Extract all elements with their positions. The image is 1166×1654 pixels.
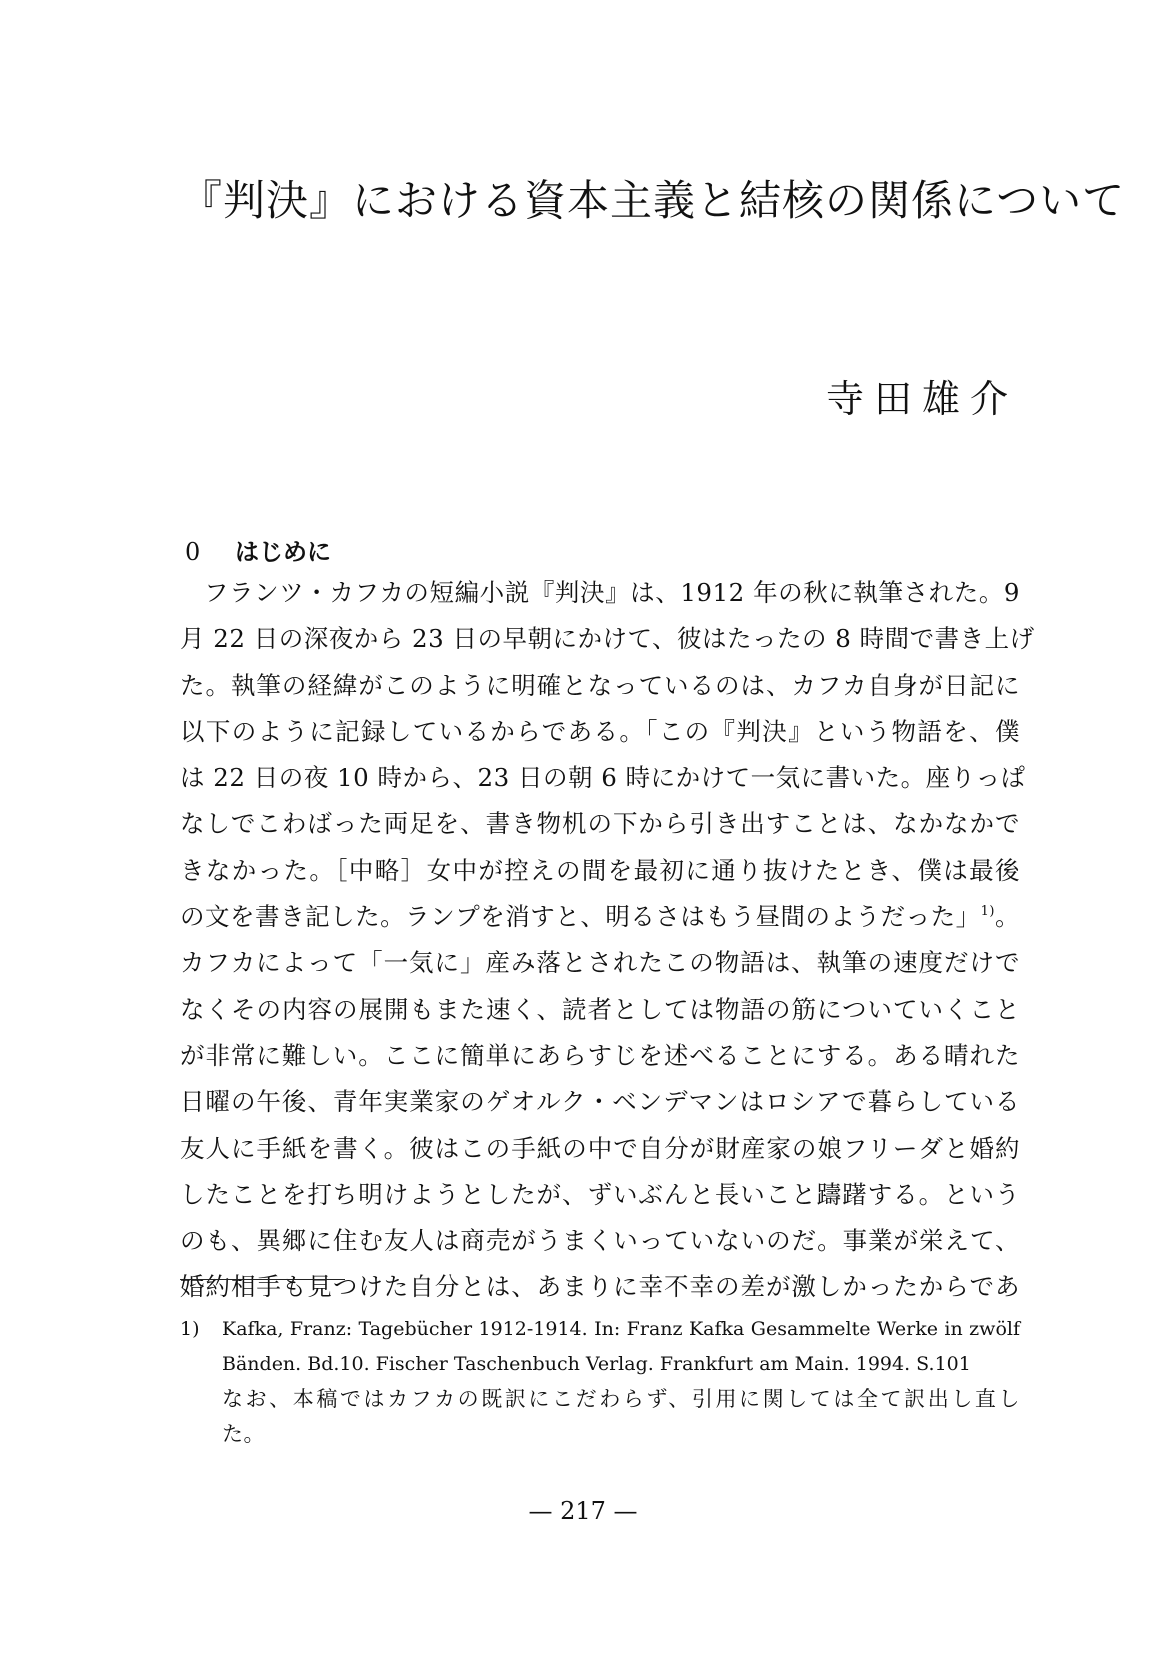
body-line: フランツ・カフカの短編小説『判決』は、1912 年の秋に執筆された。9 <box>204 578 1020 607</box>
body-line: カフカによって「一気に」産み落とされたこの物語は、執筆の速度だけで <box>180 948 1020 978</box>
author-name: 寺田雄介 <box>825 377 1018 421</box>
footnote-line: Bänden. Bd.10. Fischer Taschenbuch Verlag. Frankfurt am Main. 1994. S.101 <box>222 1353 971 1375</box>
body-line: 月 22 日の深夜から 23 日の早朝にかけて、彼はたったの 8 時間で書き上げ <box>180 624 1035 654</box>
body-line: 友人に手紙を書く。彼はこの手紙の中で自分が財産家の娘フリーダと婚約 <box>180 1133 1020 1163</box>
section-title: はじめに <box>235 537 331 566</box>
body-line-text: の文を書き記した。ランプを消すと、明るさはもう昼間のようだった」 <box>180 902 981 932</box>
body-line: が非常に難しい。ここに簡単にあらすじを述べることにする。ある晴れた <box>180 1040 1020 1070</box>
body-line: したことを打ち明けようとしたが、ずいぶんと長いこと躊躇する。という <box>180 1179 1020 1209</box>
footnote-number: 1) <box>180 1318 200 1340</box>
footnote-line: Kafka, Franz: Tagebücher 1912-1914. In: Franz Kafka Gesammelte Werke in zwölf <box>222 1318 1020 1340</box>
section-number: 0 <box>185 538 201 566</box>
footnote-body <box>222 1312 1020 1452</box>
page-number: — 217 — <box>528 1497 638 1525</box>
body-line: なくその内容の展開もまた速く、読者としては物語の筋についていくこと <box>180 994 1020 1024</box>
body-line: なしでこわばった両足を、書き物机の下から引き出すことは、なかなかで <box>180 809 1020 839</box>
article-title: 『判決』における資本主義と結核の関係について <box>180 176 1126 225</box>
body-line: のも、異郷に住む友人は商売がうまくいっていないのだ。事業が栄えて、 <box>180 1226 1020 1256</box>
footnote-line: なお、本稿ではカフカの既訳にこだわらず、引用に関しては全て訳出し直し <box>222 1387 1020 1411</box>
body-line: 以下のように記録しているからである。「この『判決』という物語を、僕 <box>180 716 1020 746</box>
body-line: きなかった。［中略］女中が控えの間を最初に通り抜けたとき、僕は最後 <box>180 855 1020 885</box>
footnote-divider <box>180 1279 345 1280</box>
footnote-reference: 1) <box>980 904 995 920</box>
footnote <box>180 1312 1020 1452</box>
body-line: た。執筆の経緯がこのように明確となっているのは、カフカ自身が日記に <box>180 670 1020 700</box>
body-line: は 22 日の夜 10 時から、23 日の朝 6 時にかけて一気に書いた。座りっぱ <box>180 763 1026 793</box>
body-line: 日曜の午後、青年実業家のゲオルク・ベンデマンはロシアで暮らしている <box>180 1087 1020 1117</box>
footnote-line: た。 <box>222 1422 265 1446</box>
body-paragraph <box>180 570 1035 1311</box>
section-heading <box>185 532 331 567</box>
body-line: 婚約相手も見つけた自分とは、あまりに幸不幸の差が激しかったからであ <box>180 1272 1020 1302</box>
body-line-with-footnote <box>180 894 1020 940</box>
body-line-period: 。 <box>994 902 1021 932</box>
